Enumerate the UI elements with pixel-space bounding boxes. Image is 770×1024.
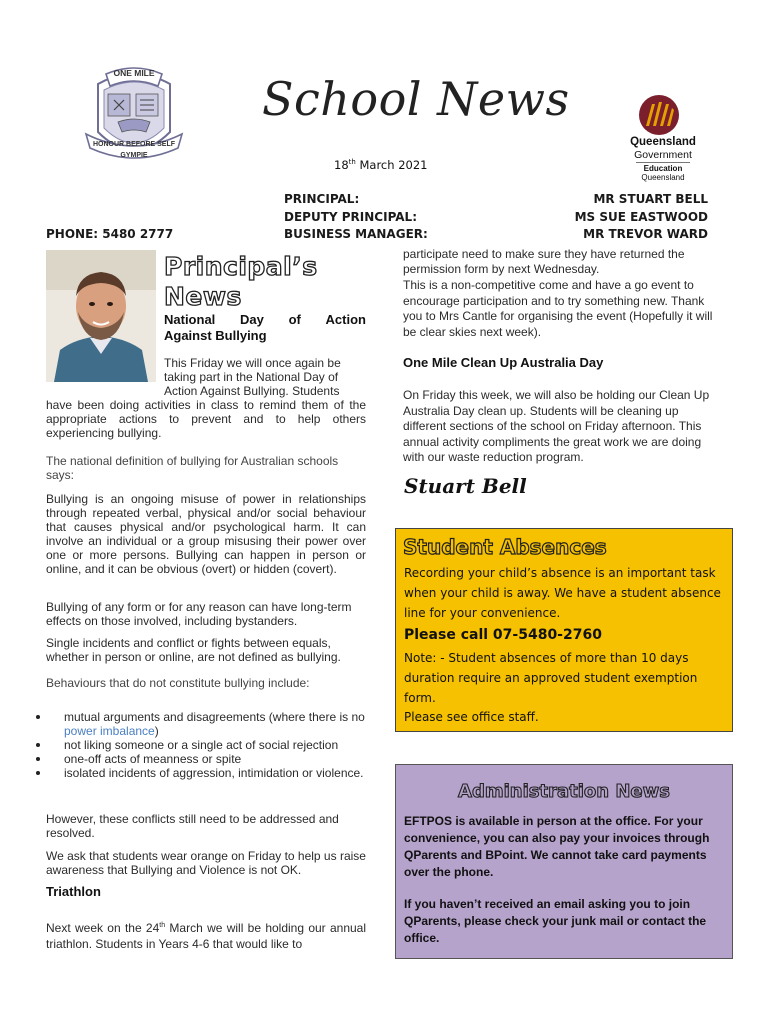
absence-phone[interactable]: Please call 07-5480-2760 bbox=[404, 627, 602, 643]
qparents-notice: If you haven’t received an email asking you to join QParents, please check your junk mail or contact the office. bbox=[404, 897, 707, 945]
subheading-word-1: National bbox=[164, 312, 216, 327]
date-day: 18 bbox=[334, 158, 349, 172]
qld-logo-line2: Government bbox=[634, 149, 692, 161]
absences-intro: Recording your child’s absence is an important task when your child is away. We have a student absence line for your convenience. bbox=[404, 566, 721, 620]
principals-news-heading-line1: Principal’s bbox=[164, 252, 318, 281]
qld-logo-line4: Queensland bbox=[641, 173, 685, 182]
long-term-effects: Bullying of any form or for any reason can have long-term effects on those involved, including bystanders. bbox=[46, 600, 352, 628]
business-label: BUSINESS MANAGER: bbox=[284, 227, 428, 241]
intro-line-3: Action Against Bullying. Students bbox=[164, 384, 340, 398]
principal-name: MR STUART BELL bbox=[593, 192, 708, 206]
administration-news-box bbox=[395, 764, 733, 959]
definition-intro: The national definition of bullying for Australian schools says: bbox=[46, 454, 339, 482]
date-rest: March 2021 bbox=[355, 158, 428, 172]
qld-logo-divider bbox=[636, 162, 690, 163]
not-bullying-intro: Behaviours that do not constitute bullying include: bbox=[46, 676, 310, 690]
power-imbalance-link[interactable]: power imbalance bbox=[64, 724, 155, 738]
bullying-subheading bbox=[164, 312, 366, 344]
crest-motto-text: HONOUR BEFORE SELF bbox=[92, 141, 176, 148]
single-incidents: Single incidents and conflict or fights between equals, whether in person or online, are not defined as bullying. bbox=[46, 636, 341, 664]
principals-news-heading-line2: News bbox=[164, 282, 242, 311]
staff-labels bbox=[284, 191, 428, 244]
deputy-name: MS SUE EASTWOOD bbox=[574, 209, 708, 224]
principals-news-heading bbox=[164, 252, 318, 312]
principal-signature: Stuart Bell bbox=[404, 474, 527, 498]
list-item: one-off acts of meanness or spite bbox=[48, 752, 366, 766]
triathlon-text-a: Next week on the 24 bbox=[46, 921, 160, 935]
see-office-staff: Please see office staff. bbox=[404, 710, 539, 724]
cleanup-heading: One Mile Clean Up Australia Day bbox=[403, 355, 604, 370]
bullying-subheading-line2: Against Bullying bbox=[164, 328, 267, 343]
principal-label: PRINCIPAL: bbox=[284, 192, 360, 206]
bullet-1-close: ) bbox=[154, 724, 159, 738]
school-crest bbox=[78, 62, 190, 170]
business-name: MR TREVOR WARD bbox=[583, 227, 708, 241]
triathlon-heading: Triathlon bbox=[46, 884, 101, 899]
triathlon-sup: th bbox=[159, 922, 166, 929]
list-item: not liking someone or a single act of social rejection bbox=[48, 738, 366, 752]
triathlon-text-b: March we will be holding our annual triathlon. Students in Years 4-6 that would like to bbox=[46, 921, 367, 951]
wear-orange: We ask that students wear orange on Friday to help us raise awareness that Bullying and Violence is not OK. bbox=[46, 849, 366, 877]
bullet-1-text: mutual arguments and disagreements (where there is no bbox=[64, 710, 365, 724]
crest-place-text: GYMPIE bbox=[120, 152, 148, 159]
bullying-definition: Bullying is an ongoing misuse of power in relationships through repeated verbal, physical and/or social behaviour that causes physical and/or psychological harm. It can involve an individual or a group misusing their power over one or more persons. Bullying can happen in person or online, and it can be obvious (overt) or hidden (covert). bbox=[46, 492, 366, 576]
intro-line-1: This Friday we will once again be bbox=[164, 356, 341, 370]
absence-note: Note: - Student absences of more than 10 days duration require an approved student exemption form. bbox=[404, 651, 698, 705]
subheading-word-3: of bbox=[288, 312, 301, 327]
eftpos-notice: EFTPOS is available in person at the office. For your convenience, you can also pay your invoices through QParents and BPoint. We cannot take card payments over the phone. bbox=[404, 814, 710, 879]
cleanup-text: On Friday this week, we will also be holding our Clean Up Australia Day clean up. Students will be cleaning up different sections of the school on Friday afternoon. This annual activity compliments the great work we are doing with our waste reduction program. bbox=[403, 388, 710, 465]
qld-government-logo bbox=[606, 94, 718, 186]
conflicts-addressed: However, these conflicts still need to be addressed and resolved. bbox=[46, 812, 339, 840]
crest-top-text: ONE MILE bbox=[113, 68, 155, 78]
triathlon-details: This is a non-competitive come and have a go event to encourage participation and to try something new. Thank you to Mrs Cantle for organising the event (Hopefully it will be clear skies next week). bbox=[403, 278, 713, 339]
triathlon-continued: participate need to make sure they have returned the permission form by next Wednesday. bbox=[403, 247, 685, 276]
deputy-label: DEPUTY PRINCIPAL: bbox=[284, 209, 417, 224]
newsletter-date bbox=[334, 158, 427, 172]
qld-logo-line1: Queensland bbox=[630, 136, 696, 148]
date-suffix: th bbox=[348, 158, 356, 167]
subheading-word-2: Day bbox=[240, 312, 264, 327]
subheading-word-4: Action bbox=[325, 312, 366, 327]
staff-names bbox=[540, 191, 708, 244]
triathlon-text bbox=[46, 918, 366, 952]
qld-logo-line3: Education bbox=[643, 164, 683, 173]
list-item bbox=[48, 710, 366, 738]
phone-number: PHONE: 5480 2777 bbox=[46, 227, 174, 241]
newsletter-title: School News bbox=[262, 72, 570, 126]
bullying-subheading-line1 bbox=[164, 312, 366, 328]
intro-line-2: taking part in the National Day of bbox=[164, 370, 339, 384]
intro-paragraph-rest: have been doing activities in class to remind them of the appropriate actions to prevent and to help others experiencing bullying. bbox=[46, 398, 366, 440]
student-absences-box bbox=[395, 528, 733, 732]
intro-short-lines bbox=[164, 356, 366, 398]
principal-photo bbox=[46, 250, 156, 382]
administration-news-heading: Administration News bbox=[458, 781, 670, 802]
student-absences-heading: Student Absences bbox=[403, 535, 607, 559]
list-item: isolated incidents of aggression, intimidation or violence. bbox=[48, 766, 366, 780]
not-bullying-list bbox=[48, 710, 366, 780]
